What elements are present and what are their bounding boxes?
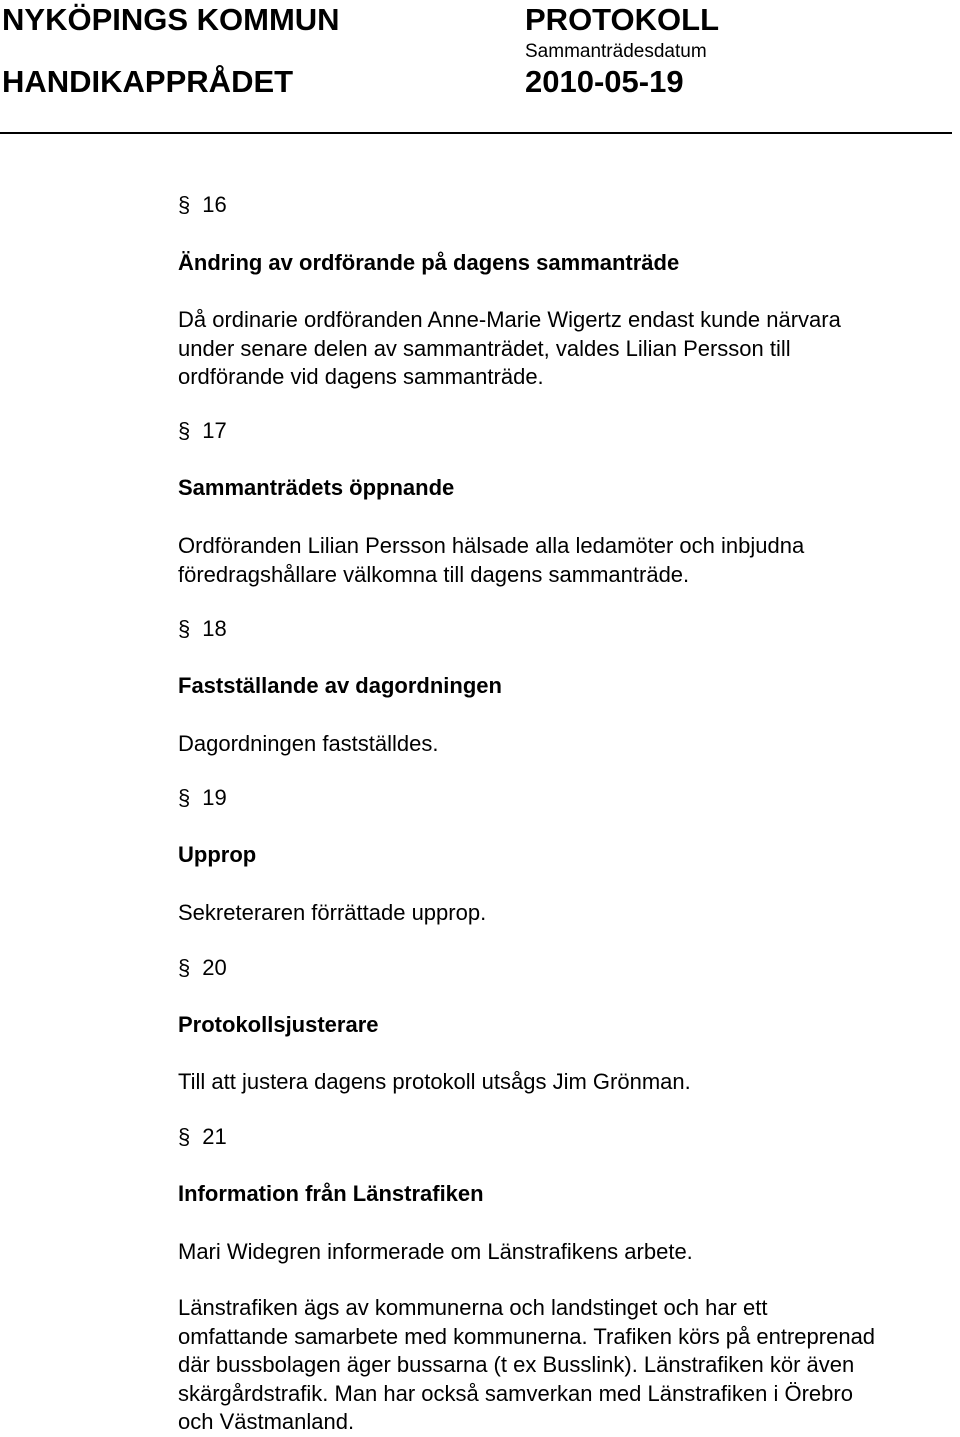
paragraph-symbol: §: [178, 955, 191, 980]
section-number: [178, 785, 227, 811]
paragraph-line: ordförande vid dagens sammanträde.: [178, 364, 544, 389]
paragraph-line: Då ordinarie ordföranden Anne-Marie Wigertz endast kunde närvara: [178, 307, 841, 332]
organization-name: NYKÖPINGS KOMMUN: [2, 2, 340, 37]
section-number: [178, 616, 227, 642]
paragraph-line: Till att justera dagens protokoll utsågs Jim Grönman.: [178, 1069, 691, 1094]
paragraph-symbol: §: [178, 785, 191, 810]
paragraph-symbol: §: [178, 616, 191, 641]
meeting-date-label: Sammanträdesdatum: [525, 41, 707, 62]
section-number-value: 21: [202, 1124, 227, 1149]
paragraph-line: Dagordningen fastställdes.: [178, 731, 439, 756]
section-paragraph: [178, 899, 960, 928]
paragraph-line: Sekreteraren förrättade upprop.: [178, 900, 487, 925]
header-divider: [0, 132, 952, 134]
section-title: Upprop: [178, 842, 257, 867]
paragraph-line: omfattande samarbete med kommunerna. Trafiken körs på entreprenad: [178, 1323, 876, 1349]
section-title: Sammanträdets öppnande: [178, 475, 455, 500]
section-number-value: 18: [202, 616, 227, 641]
paragraph-line: Länstrafiken ägs av kommunerna och landstinget och har ett: [178, 1295, 768, 1320]
section-title: Fastställande av dagordningen: [178, 673, 502, 698]
paragraph-line: Mari Widegren informerade om Länstrafikens arbete.: [178, 1239, 693, 1264]
section-number: [178, 1124, 227, 1150]
committee-name: HANDIKAPPRÅDET: [2, 64, 294, 99]
section-paragraph: [178, 1238, 960, 1267]
paragraph-line: skärgårdstrafik. Man har också samverkan med Länstrafiken i Örebro: [178, 1380, 853, 1406]
section-number: [178, 418, 227, 444]
section-number: [178, 955, 227, 981]
section-paragraph: [178, 730, 960, 759]
section-paragraph: [178, 1294, 960, 1437]
paragraph-symbol: §: [178, 192, 191, 217]
paragraph-line: föredragshållare välkomna till dagens sammanträde.: [178, 561, 690, 587]
document-type: PROTOKOLL: [525, 2, 720, 37]
section-number: [178, 192, 227, 218]
paragraph-line: och Västmanland.: [178, 1409, 355, 1434]
section-paragraph: [178, 1068, 960, 1097]
paragraph-symbol: §: [178, 418, 191, 443]
section-number-value: 17: [202, 418, 227, 443]
section-number-value: 19: [202, 785, 227, 810]
section-paragraph: [178, 532, 960, 589]
section-paragraph: [178, 306, 960, 392]
paragraph-line: under senare delen av sammanträdet, valdes Lilian Persson till: [178, 335, 791, 361]
section-number-value: 20: [202, 955, 227, 980]
section-title: Information från Länstrafiken: [178, 1181, 484, 1206]
paragraph-line: där bussbolagen äger bussarna (t ex Busslink). Länstrafiken kör även: [178, 1352, 855, 1377]
paragraph-symbol: §: [178, 1124, 191, 1149]
section-title: Protokollsjusterare: [178, 1012, 379, 1037]
meeting-date: 2010-05-19: [525, 64, 684, 99]
section-number-value: 16: [202, 192, 227, 217]
paragraph-line: Ordföranden Lilian Persson hälsade alla ledamöter och inbjudna: [178, 533, 805, 558]
section-title: Ändring av ordförande på dagens sammanträde: [178, 250, 680, 275]
